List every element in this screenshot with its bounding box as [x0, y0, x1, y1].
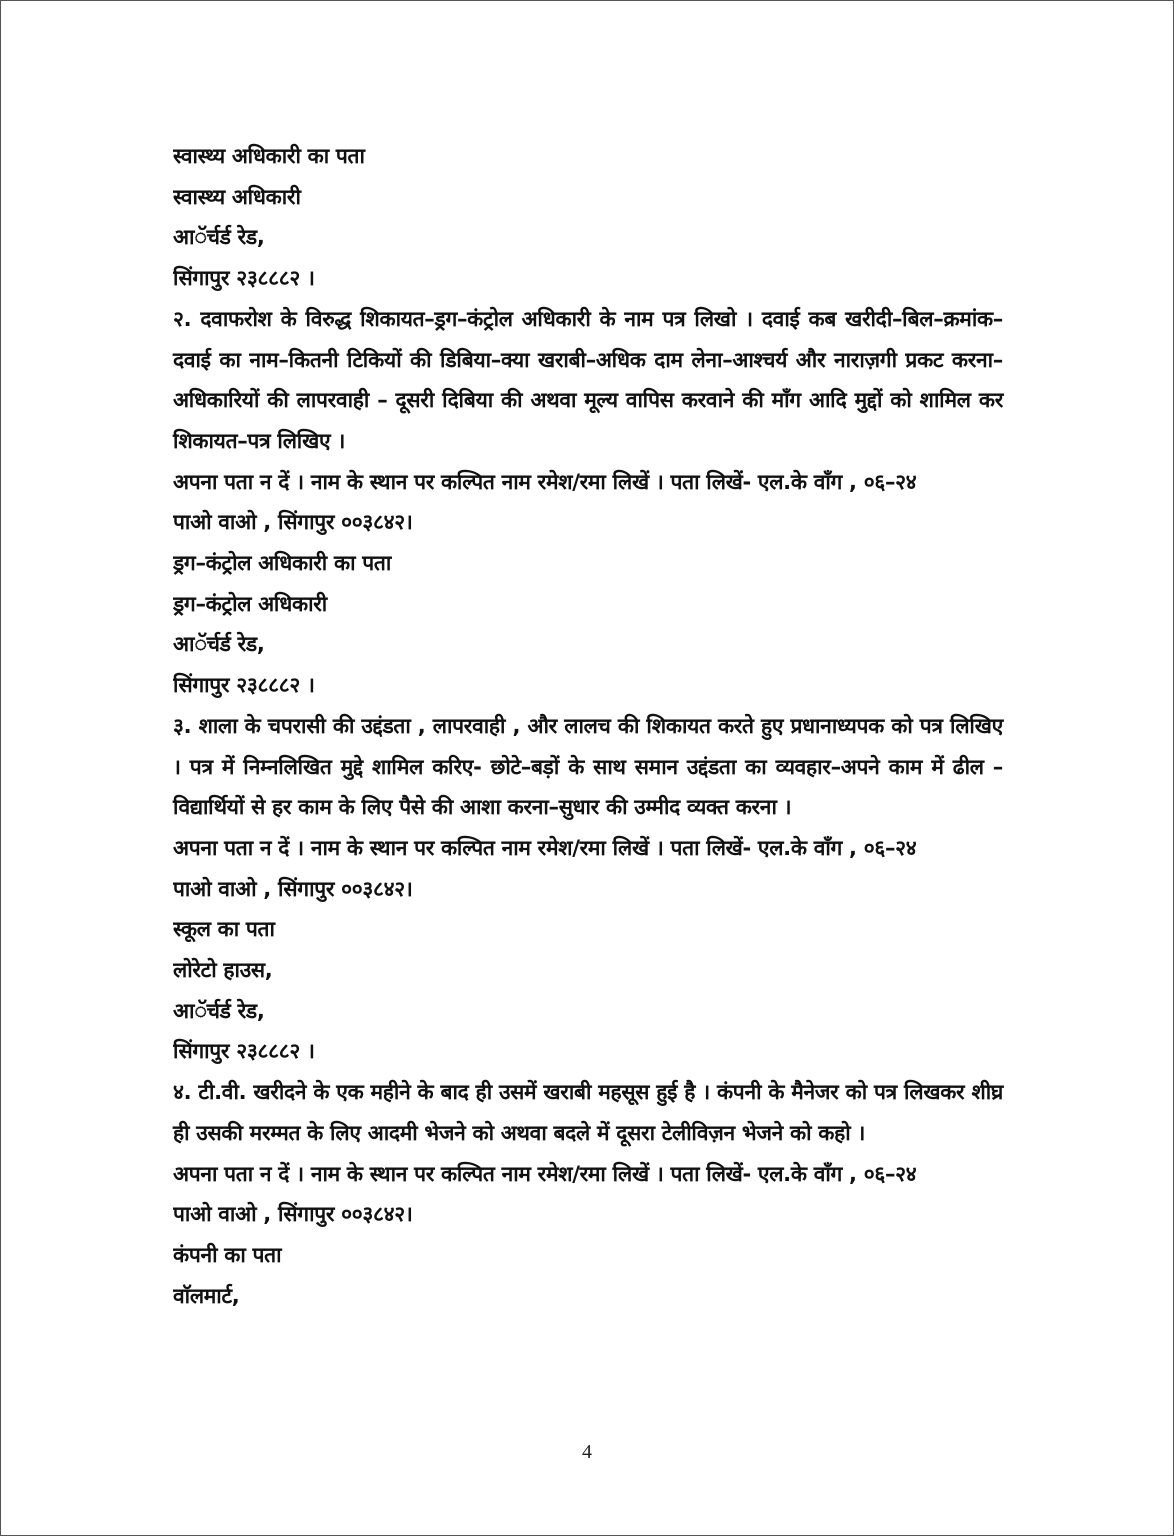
- address-line: ड्रग–कंट्रोल अधिकारी का पता: [173, 551, 391, 576]
- address-line: ड्रग–कंट्रोल अधिकारी: [173, 591, 327, 616]
- instruction-line: अपना पता न दें । नाम के स्थान पर कल्पित नाम रमेश/रमा लिखें । पता लिखें- एल.के वाँग , ०६–२४: [173, 1161, 917, 1186]
- address-line: आॅर्चर्ड रेड,: [173, 632, 265, 657]
- instruction-line: पाओ वाओ , सिंगापुर ००३८४२।: [173, 1202, 413, 1227]
- question-4: ४. टी.वी. खरीदने के एक महीने के बाद ही उसमें खराबी महसूस हुई है । कंपनी के मैनेजर को पत्र लिखकर शीघ्र ही उसकी मरम्मत के लिए आदमी भेजने को अथवा बदले में दूसरा टेलीविज़न भेजने को कहो ।: [173, 1080, 1003, 1145]
- question-2: २. दवाफरोश के विरुद्ध शिकायत–ड्रग–कंट्रोल अधिकारी के नाम पत्र लिखो । दवाई कब खरीदी–बिल–क्रमांक–दवाई का नाम–कितनी टिकियों की डिबिया–क्या खराबी–अधिक दाम लेना–आश्चर्य और नाराज़गी प्रकट करना–अधिकारियों की लापरवाही – दूसरी दिबिया की अथवा मूल्य वापिस करवाने की माँग आदि मुद्दों को शामिल कर शिकायत–पत्र लिखिए ।: [173, 306, 1003, 453]
- address-line: सिंगापुर २३८८८२ ।: [173, 266, 315, 291]
- address-line: सिंगापुर २३८८८२ ।: [173, 673, 315, 698]
- address-line: कंपनी का पता: [173, 1242, 282, 1267]
- page-number: 4: [582, 1441, 592, 1463]
- instruction-line: अपना पता न दें । नाम के स्थान पर कल्पित नाम रमेश/रमा लिखें । पता लिखें- एल.के वाँग , ०६–२४: [173, 469, 917, 494]
- instruction-line: पाओ वाओ , सिंगापुर ००३८४२।: [173, 510, 413, 535]
- address-line: स्कूल का पता: [173, 917, 275, 942]
- address-line: लोरेटो हाउस,: [173, 958, 273, 983]
- address-line: स्वास्थ्य अधिकारी का पता: [173, 144, 365, 168]
- address-line: आॅर्चर्ड रेड,: [173, 225, 265, 250]
- page-content: [173, 136, 1003, 1316]
- instruction-line: पाओ वाओ , सिंगापुर ००३८४२।: [173, 876, 413, 901]
- instruction-line: अपना पता न दें । नाम के स्थान पर कल्पित नाम रमेश/रमा लिखें । पता लिखें- एल.के वाँग , ०६–२४: [173, 835, 917, 860]
- question-3: ३. शाला के चपरासी की उद्दंडता , लापरवाही , और लालच की शिकायत करते हुए प्रधानाध्यपक को पत्र लिखिए । पत्र में निम्नलिखित मुद्दे शामिल करिए- छोटे–बड़ों के साथ समान उद्दंडता का व्यवहार–अपने काम में ढील –विद्यार्थियों से हर काम के लिए पैसे की आशा करना–सुधार की उम्मीद व्यक्त करना ।: [173, 713, 1003, 820]
- address-line: सिंगापुर २३८८८२ ।: [173, 1039, 315, 1064]
- address-line: आॅर्चर्ड रेड,: [173, 998, 265, 1023]
- address-line: वाॅलमार्ट,: [173, 1283, 240, 1308]
- address-line: स्वास्थ्य अधिकारी: [173, 184, 301, 209]
